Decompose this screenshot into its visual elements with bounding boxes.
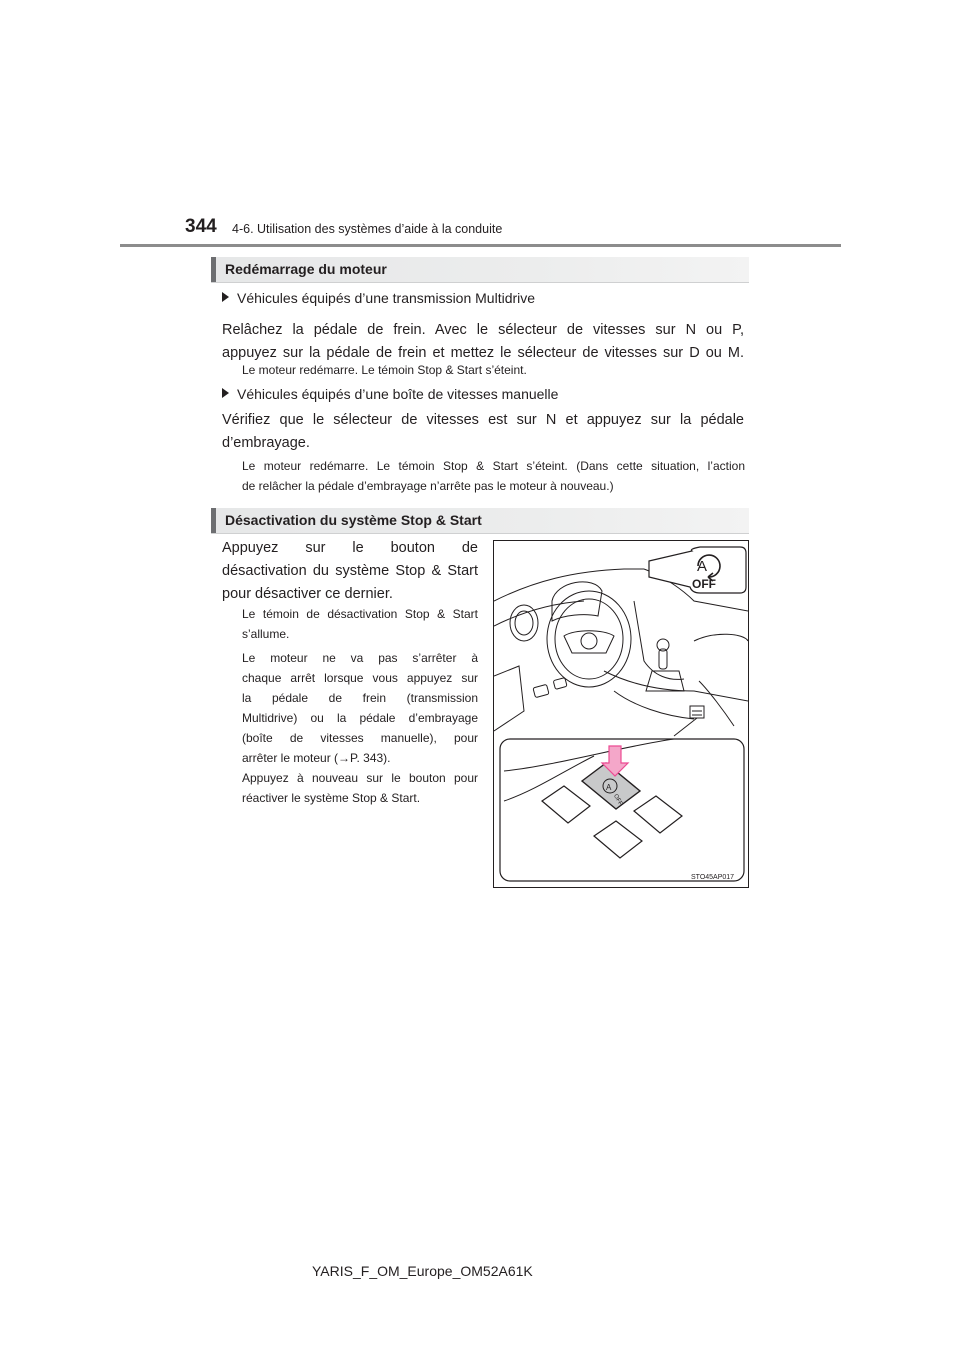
paragraph-deactivate (222, 537, 478, 606)
paragraph-line: Vérifiez que le sélecteur de vitesses est sur N et appuyez sur la pédale (222, 412, 744, 428)
button-symbol-letter: A (606, 783, 612, 792)
bullet-text: Véhicules équipés d’une boîte de vitesses manuelle (237, 386, 559, 402)
section-heading-text: Redémarrage du moteur (225, 261, 387, 277)
dashboard-illustration (493, 540, 749, 888)
paragraph-line: Appuyez sur le bouton de (222, 540, 478, 556)
symbol-letter: A (697, 558, 708, 575)
note-line: réactiver le système Stop & Start. (242, 791, 421, 805)
triangle-bullet-icon (222, 388, 229, 398)
chapter-title: 4-6. Utilisation des systèmes d’aide à la conduite (232, 222, 503, 236)
note-line: chaque arrêt lorsque vous appuyez sur (242, 671, 478, 685)
document-id: YARIS_F_OM_Europe_OM52A61K (312, 1263, 533, 1279)
note-line: Multidrive) ou la pédale d’embrayage (242, 711, 478, 725)
paragraph-line: appuyez sur la pédale de frein et mettez le sélecteur de vitesses sur D ou M. (222, 345, 744, 361)
triangle-bullet-icon (222, 292, 229, 302)
note-indicator-on (242, 604, 478, 644)
section-heading-deactivation (211, 508, 749, 534)
section-heading-bar (211, 508, 216, 533)
paragraph-line: désactivation du système Stop & Start (222, 563, 478, 579)
bullet-multidrive (222, 290, 535, 306)
note-line: arrêter le moteur (→P. 343). (242, 751, 391, 765)
button-off-text: OFF (612, 793, 624, 807)
paragraph-manual (222, 409, 744, 455)
section-heading-text: Désactivation du système Stop & Start (225, 512, 482, 528)
paragraph-line: d’embrayage. (222, 435, 310, 451)
note-line: Le moteur ne va pas s’arrêter à (242, 651, 478, 665)
note-line: s’allume. (242, 627, 290, 641)
bullet-manual (222, 386, 558, 402)
section-heading-bar (211, 257, 216, 282)
note-line: de relâcher la pédale d’embrayage n’arrête pas le moteur à nouveau.) (242, 479, 614, 493)
symbol-off-text: OFF (692, 577, 716, 591)
note-line: Le témoin de désactivation Stop & Start (242, 607, 478, 621)
note-line: la pédale de frein (transmission (242, 691, 478, 705)
figure-code: STO45AP017 (691, 874, 735, 881)
note-line: (boîte de vitesses manuelle), pour (242, 731, 478, 745)
header-divider (120, 244, 841, 247)
note-multidrive: Le moteur redémarre. Le témoin Stop & Start s’éteint. (242, 363, 527, 377)
paragraph-line: Relâchez la pédale de frein. Avec le sélecteur de vitesses sur N ou P, (222, 322, 744, 338)
note-engine-not-stop (242, 648, 478, 768)
paragraph-line: pour désactiver ce dernier. (222, 586, 393, 602)
note-line: Appuyez à nouveau sur le bouton pour (242, 771, 478, 785)
note-reactivate (242, 768, 478, 808)
section-heading-restart (211, 257, 749, 283)
paragraph-multidrive (222, 319, 744, 365)
bullet-text: Véhicules équipés d’une transmission Multidrive (237, 290, 536, 306)
note-line: Le moteur redémarre. Le témoin Stop & Start s’éteint. (Dans cette situation, l’action (242, 459, 745, 473)
dashboard-drawing (494, 541, 748, 887)
page-number: 344 (185, 216, 217, 237)
note-manual (242, 456, 745, 496)
